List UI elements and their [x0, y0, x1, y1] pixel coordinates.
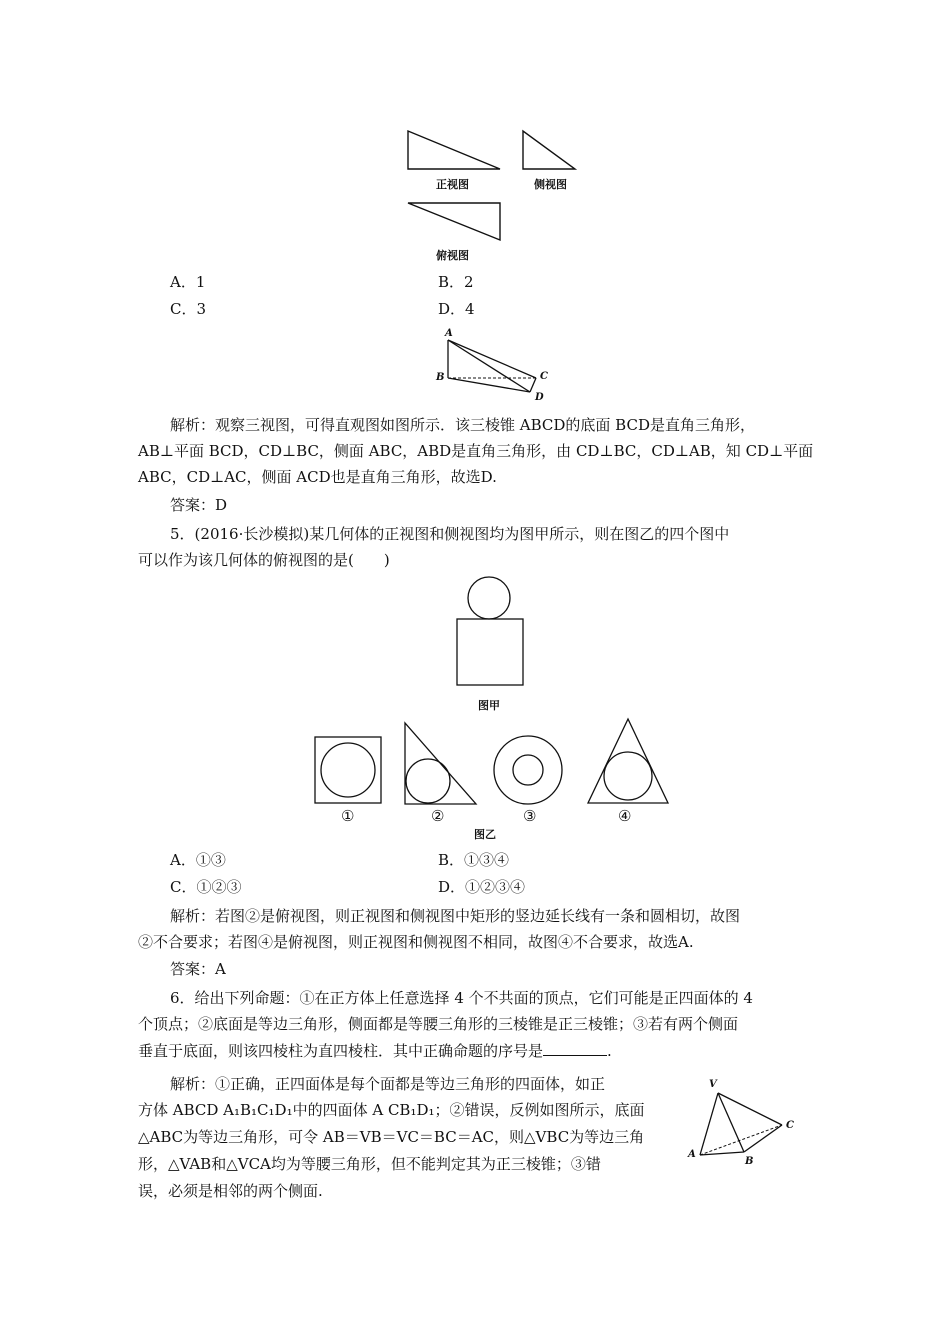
q5-option-d: D．①②③④ — [438, 878, 526, 896]
q4-analysis-line3: ABC，CD⊥AC，侧面 ACD也是直角三角形，故选D. — [138, 468, 497, 486]
q6-answer-blank — [543, 1041, 607, 1056]
q6-analysis-line4: 形，△VAB和△VCA均为等腰三角形，但不能判定其为正三棱锥；③错 — [138, 1155, 601, 1173]
point-v-label: V — [709, 1079, 717, 1090]
figure-yi-option-4 — [585, 716, 675, 811]
top-view-triangle — [405, 200, 505, 245]
q5-stem-line1: 5．(2016·长沙模拟)某几何体的正视图和侧视图均为图甲所示，则在图乙的四个图中 — [170, 525, 730, 543]
q6-stem-line3-end: . — [607, 1042, 612, 1060]
tetrahedron-vabc-diagram — [686, 1085, 796, 1165]
point-a-label: A — [445, 328, 453, 339]
figure-yi-option-2 — [402, 720, 482, 810]
point-d-label: D — [535, 392, 544, 403]
q6-stem-line1: 6．给出下列命题：①在正方体上任意选择 4 个不共面的顶点，它们可能是正四面体的 4 — [170, 989, 753, 1007]
q6-stem-line2: 个顶点；②底面是等边三角形，侧面都是等腰三角形的三棱锥是正三棱锥；③若有两个侧面 — [138, 1015, 739, 1033]
side-view-label: 侧视图 — [534, 178, 567, 191]
figure-yi-number-3: ③ — [523, 807, 537, 825]
figure-yi-number-2: ② — [431, 807, 445, 825]
figure-jia-label: 图甲 — [478, 699, 500, 712]
q4-option-a: A．1 — [170, 273, 206, 291]
figure-yi-option-3 — [491, 733, 567, 809]
q5-option-c: C．①②③ — [170, 878, 242, 896]
q4-analysis-line2: AB⊥平面 BCD，CD⊥BC，侧面 ABC，ABD是直角三角形，由 CD⊥BC，CD⊥AB，知 CD⊥平面 — [138, 442, 814, 460]
q6-analysis-line5: 误，必须是相邻的两个侧面. — [138, 1182, 323, 1200]
q5-option-a: A．①③ — [170, 851, 226, 869]
side-view-triangle — [520, 128, 580, 173]
q6-analysis-line1: 解析：①正确，正四面体是每个面都是等边三角形的四面体，如正 — [170, 1075, 606, 1093]
point-b-label-2: B — [745, 1156, 754, 1167]
q4-answer: 答案：D — [170, 496, 228, 514]
q4-option-c: C．3 — [170, 300, 207, 318]
q5-analysis-line1: 解析：若图②是俯视图，则正视图和侧视图中矩形的竖边延长线有一条和圆相切，故图 — [170, 907, 741, 925]
q5-option-b: B．①③④ — [438, 851, 510, 869]
point-c-label-2: C — [786, 1120, 794, 1131]
q6-analysis-line2: 方体 ABCD A₁B₁C₁D₁中的四面体 A CB₁D₁；②错误，反例如图所示，底面 — [138, 1101, 645, 1119]
q4-analysis-line1: 解析：观察三视图，可得直观图如图所示．该三棱锥 ABCD的底面 BCD是直角三角形， — [170, 416, 755, 434]
front-view-triangle — [405, 128, 505, 173]
point-c-label: C — [540, 371, 548, 382]
figure-yi-label: 图乙 — [474, 828, 496, 841]
figure-jia — [452, 576, 542, 696]
front-view-label: 正视图 — [436, 178, 469, 191]
figure-yi-option-1 — [313, 735, 385, 807]
figure-yi-number-1: ① — [341, 807, 355, 825]
q4-option-b: B．2 — [438, 273, 474, 291]
q5-answer: 答案：A — [170, 960, 226, 978]
figure-yi-number-4: ④ — [618, 807, 632, 825]
q6-stem-line3-text: 垂直于底面，则该四棱柱为直四棱柱．其中正确命题的序号是 — [138, 1042, 544, 1060]
top-view-label: 俯视图 — [436, 249, 469, 262]
q5-analysis-line2: ②不合要求；若图④是俯视图，则正视图和侧视图不相同，故图④不合要求，故选A. — [138, 933, 694, 951]
q5-stem-line2: 可以作为该几何体的俯视图的是( ) — [138, 551, 390, 569]
q6-stem-line3 — [138, 1040, 612, 1062]
q4-option-d: D．4 — [438, 300, 475, 318]
point-b-label: B — [436, 372, 445, 383]
q6-analysis-line3: △ABC为等边三角形，可令 AB＝VB＝VC＝BC＝AC，则△VBC为等边三角 — [138, 1128, 645, 1146]
point-a-label-2: A — [688, 1149, 696, 1160]
